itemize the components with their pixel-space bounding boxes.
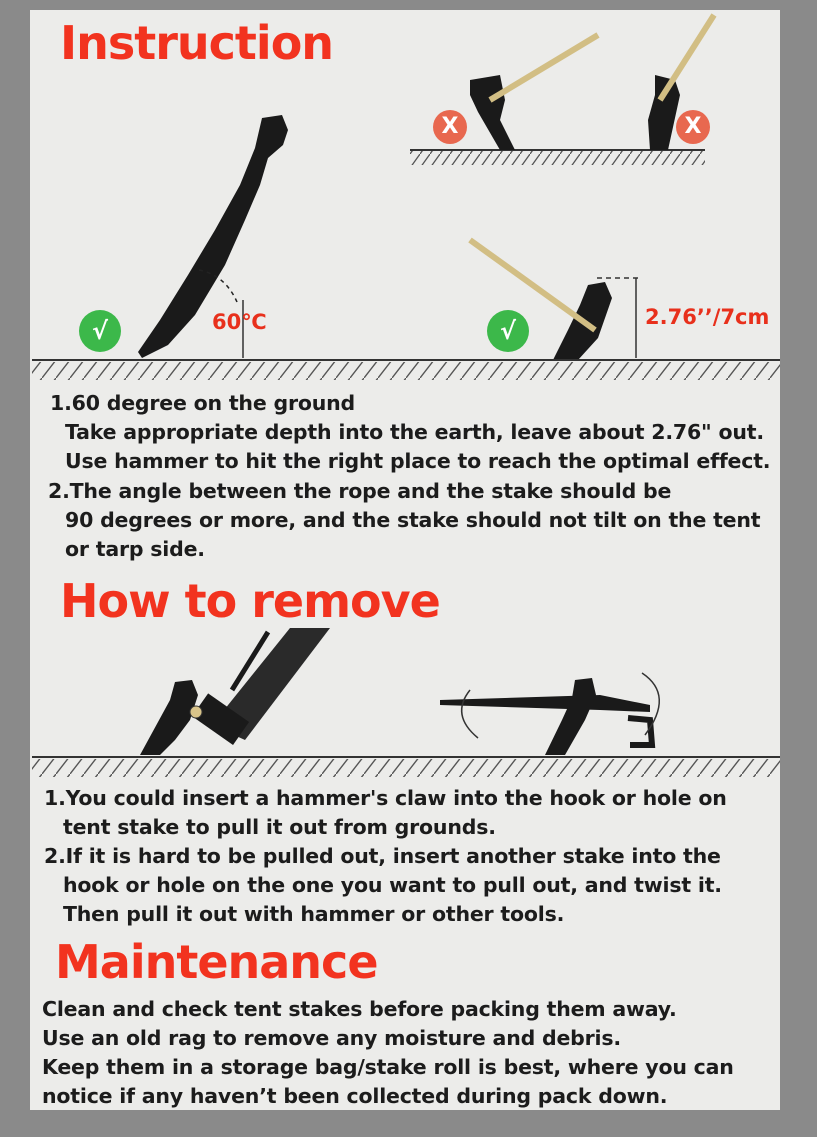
wrong-mark-left: X: [433, 110, 467, 144]
instruction-line-6: or tarp side.: [65, 537, 205, 561]
angle-label: 60℃: [212, 310, 267, 334]
instruction-line-3: Use hammer to hit the right place to reach the optimal effect.: [65, 449, 771, 473]
maintenance-line-3: Keep them in a storage bag/stake roll is best, where you can: [42, 1055, 734, 1079]
remove-line-3: 2.If it is hard to be pulled out, insert another stake into the: [44, 844, 721, 868]
correct-mark-right: √: [487, 310, 529, 352]
depth-label: 2.76’’/7cm: [645, 305, 770, 329]
instruction-heading: Instruction: [60, 16, 334, 70]
instruction-line-2: Take appropriate depth into the earth, leave about 2.76" out.: [65, 420, 764, 444]
maintenance-heading: Maintenance: [55, 935, 378, 989]
remove-line-5: Then pull it out with hammer or other tools.: [63, 902, 565, 926]
maintenance-line-2: Use an old rag to remove any moisture and debris.: [42, 1026, 621, 1050]
instruction-line-4: 2.The angle between the rope and the stake should be: [48, 479, 672, 503]
instruction-line-1: 1.60 degree on the ground: [50, 391, 356, 415]
maintenance-line-4: notice if any haven’t been collected during pack down.: [42, 1084, 668, 1108]
remove-heading: How to remove: [60, 574, 440, 628]
maintenance-line-1: Clean and check tent stakes before packing them away.: [42, 997, 677, 1021]
instruction-line-5: 90 degrees or more, and the stake should not tilt on the tent: [65, 508, 761, 532]
remove-line-1: 1.You could insert a hammer's claw into the hook or hole on: [44, 786, 727, 810]
correct-mark-left: √: [79, 310, 121, 352]
remove-line-2: tent stake to pull it out from grounds.: [63, 815, 496, 839]
wrong-mark-right: X: [676, 110, 710, 144]
remove-line-4: hook or hole on the one you want to pull out, and twist it.: [63, 873, 722, 897]
